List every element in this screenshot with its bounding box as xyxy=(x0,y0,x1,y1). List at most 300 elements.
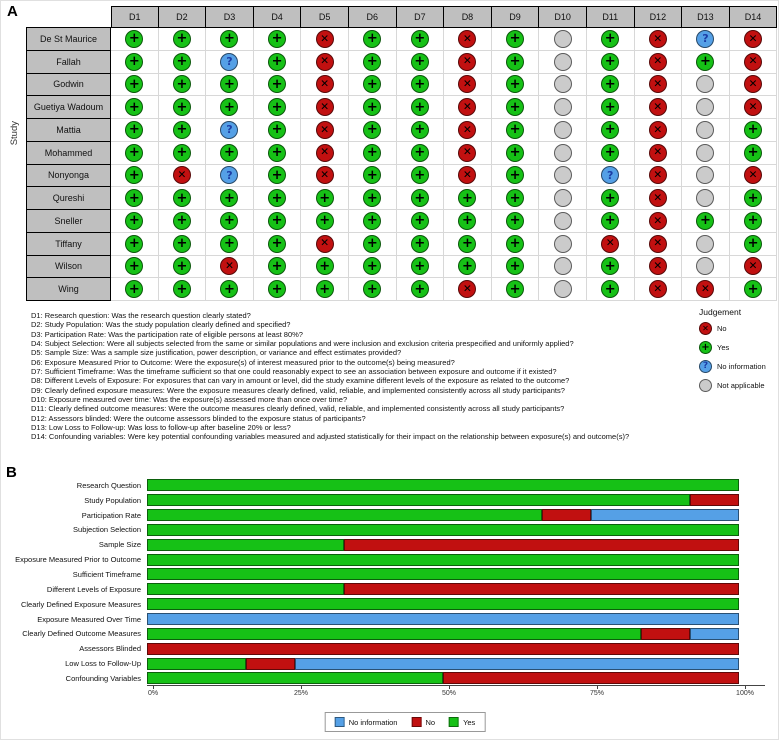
judgement-symbol: ✕ xyxy=(653,214,663,227)
judgement-legend-item xyxy=(699,360,766,373)
judgement-cell xyxy=(300,28,349,51)
judgement-cell xyxy=(538,186,587,210)
bar-category-label: Different Levels of Exposure xyxy=(46,584,141,594)
judgement-cell xyxy=(538,232,587,256)
judgement-cell xyxy=(491,209,540,233)
judgement-cell xyxy=(396,95,445,119)
judgement-symbol: ✕ xyxy=(320,100,330,113)
judgement-n-icon xyxy=(458,53,476,71)
judgement-y-icon xyxy=(411,30,429,48)
judgement-symbol: + xyxy=(271,31,283,47)
judgement-cell xyxy=(729,141,778,165)
judgement-cell xyxy=(681,50,730,74)
bar-row xyxy=(1,523,779,538)
judgement-na-icon xyxy=(696,235,714,253)
judgement-y-icon xyxy=(173,30,191,48)
column-header: D6 xyxy=(348,6,397,28)
stacked-bar xyxy=(147,628,739,640)
judgement-cell xyxy=(443,141,492,165)
judgement-n-icon xyxy=(316,75,334,93)
judgement-symbol: ✕ xyxy=(320,55,330,68)
judgement-cell xyxy=(348,232,397,256)
judgement-legend-label: Yes xyxy=(717,343,730,352)
judgement-cell xyxy=(681,232,730,256)
judgement-symbol: ✕ xyxy=(463,282,472,295)
column-header: D1 xyxy=(111,6,159,28)
judgement-symbol: ✕ xyxy=(748,55,758,68)
judgement-symbol: + xyxy=(414,54,426,70)
judgement-na-icon xyxy=(554,280,572,298)
judgement-cell xyxy=(300,186,349,210)
judgement-n-icon xyxy=(649,235,667,253)
judgement-symbol: ? xyxy=(226,168,233,182)
judgement-n-icon xyxy=(649,98,667,116)
judgement-symbol: + xyxy=(366,213,378,229)
judgement-cell xyxy=(729,186,778,210)
judgement-cell xyxy=(253,277,302,301)
bar-row xyxy=(1,508,779,523)
judgement-y-icon xyxy=(125,144,143,162)
judgement-cell xyxy=(634,164,683,188)
bar-segment-no xyxy=(641,628,690,640)
judgement-n-icon xyxy=(744,166,762,184)
judgement-cell xyxy=(396,118,445,142)
judgement-legend xyxy=(699,307,766,398)
bar-category-label: Sufficient Timeframe xyxy=(72,569,141,579)
judgement-cell xyxy=(396,186,445,210)
judgement-symbol: + xyxy=(271,54,283,70)
judgement-cell xyxy=(586,141,635,165)
judgement-symbol: ✕ xyxy=(653,123,663,136)
judgement-cell xyxy=(491,277,540,301)
column-header: D13 xyxy=(681,6,730,28)
study-label: Tiffany xyxy=(26,232,111,256)
judgement-symbol: + xyxy=(224,281,235,297)
judgement-symbol: ✕ xyxy=(653,237,663,250)
axis-tick xyxy=(597,686,598,689)
axis-tick-label: 0% xyxy=(147,690,159,697)
judgement-symbol: + xyxy=(224,31,235,47)
judgement-n-icon xyxy=(458,280,476,298)
bar-category-label: Participation Rate xyxy=(81,510,141,520)
judgement-symbol: ✕ xyxy=(177,169,187,182)
judgement-n-icon xyxy=(699,322,712,335)
judgement-symbol: ✕ xyxy=(605,237,615,250)
footnote-line: D8: Different Levels of Exposure: For exposures that can vary in amount or level, did the study examine different levels of the exposure as related to the outcome? xyxy=(31,376,570,386)
judgement-na-icon xyxy=(554,166,572,184)
judgement-symbol: ✕ xyxy=(463,100,472,113)
judgement-na-icon xyxy=(696,166,714,184)
judgement-n-icon xyxy=(458,75,476,93)
judgement-y-icon xyxy=(601,30,619,48)
judgement-y-icon xyxy=(363,53,381,71)
judgement-y-icon xyxy=(363,30,381,48)
judgement-symbol: + xyxy=(604,99,616,115)
footnote-line: D3: Participation Rate: Was the participation rate of eligible persons at least 80%? xyxy=(31,329,303,339)
judgement-na-icon xyxy=(554,98,572,116)
judgement-y-icon xyxy=(601,98,619,116)
judgement-symbol: + xyxy=(462,236,473,252)
stacked-bar xyxy=(147,598,739,610)
judgement-cell xyxy=(586,277,635,301)
judgement-symbol: + xyxy=(747,236,759,252)
judgement-cell xyxy=(300,95,349,119)
judgement-cell xyxy=(586,95,635,119)
judgement-symbol: + xyxy=(747,122,759,138)
judgement-symbol: ✕ xyxy=(320,32,330,45)
stacked-bar xyxy=(147,658,739,670)
judgement-legend-item xyxy=(699,341,766,354)
judgement-cell xyxy=(396,277,445,301)
judgement-symbol: + xyxy=(509,54,521,70)
bar-chart-legend xyxy=(325,712,486,732)
judgement-y-icon xyxy=(363,121,381,139)
judgement-symbol: ✕ xyxy=(701,282,710,295)
bar-legend-swatch xyxy=(411,717,421,727)
column-header: D12 xyxy=(634,6,683,28)
bar-row xyxy=(1,671,779,686)
judgement-cell xyxy=(491,164,540,188)
judgement-y-icon xyxy=(699,341,712,354)
bar-segment-no-information xyxy=(591,509,739,521)
judgement-y-icon xyxy=(411,189,429,207)
judgement-cell xyxy=(348,277,397,301)
bar-row xyxy=(1,597,779,612)
judgement-y-icon xyxy=(125,280,143,298)
bar-segment-yes xyxy=(147,479,739,491)
judgement-cell xyxy=(158,277,207,301)
judgement-y-icon xyxy=(173,144,191,162)
judgement-symbol: + xyxy=(509,258,521,274)
judgement-symbol: + xyxy=(509,31,521,47)
judgement-symbol: + xyxy=(747,213,759,229)
judgement-cell xyxy=(681,118,730,142)
judgement-cell xyxy=(634,255,683,279)
judgement-cell xyxy=(300,141,349,165)
judgement-na-icon xyxy=(554,30,572,48)
judgement-symbol: ? xyxy=(702,32,709,46)
study-label: Fallah xyxy=(26,50,111,74)
judgement-ni-icon xyxy=(601,166,619,184)
judgement-y-icon xyxy=(220,144,238,162)
bar-category-label: Low Loss to Follow-Up xyxy=(65,659,141,669)
judgement-symbol: + xyxy=(509,145,521,161)
judgement-cell xyxy=(681,141,730,165)
judgement-symbol: + xyxy=(128,281,140,297)
judgement-y-icon xyxy=(125,235,143,253)
judgement-cell xyxy=(253,186,302,210)
judgement-y-icon xyxy=(316,257,334,275)
bar-category-label: Clearly Defined Outcome Measures xyxy=(22,629,141,639)
bar-row xyxy=(1,478,779,493)
judgement-y-icon xyxy=(363,257,381,275)
judgement-symbol: + xyxy=(176,281,188,297)
judgement-na-icon xyxy=(554,257,572,275)
judgement-symbol: ✕ xyxy=(702,323,709,333)
axis-tick xyxy=(301,686,302,689)
judgement-cell xyxy=(634,28,683,51)
judgement-symbol: + xyxy=(699,54,711,70)
judgement-cell xyxy=(158,186,207,210)
judgement-symbol: + xyxy=(366,122,378,138)
judgement-cell xyxy=(443,277,492,301)
bar-row xyxy=(1,626,779,641)
judgement-symbol: ? xyxy=(607,168,614,182)
judgement-cell xyxy=(348,209,397,233)
judgement-cell xyxy=(634,186,683,210)
judgement-y-icon xyxy=(220,280,238,298)
stacked-bar xyxy=(147,583,739,595)
judgement-cell xyxy=(681,164,730,188)
judgement-y-icon xyxy=(601,212,619,230)
judgement-y-icon xyxy=(363,98,381,116)
bar-segment-yes xyxy=(147,583,344,595)
judgement-y-icon xyxy=(363,189,381,207)
judgement-y-icon xyxy=(458,235,476,253)
judgement-symbol: + xyxy=(176,122,188,138)
judgement-cell xyxy=(111,164,159,188)
study-label: Mattia xyxy=(26,118,111,142)
judgement-cell xyxy=(681,277,730,301)
judgement-ni-icon xyxy=(220,166,238,184)
judgement-symbol: + xyxy=(509,213,521,229)
judgement-na-icon xyxy=(554,235,572,253)
stacked-bar xyxy=(147,509,739,521)
bar-segment-no xyxy=(344,583,739,595)
judgement-symbol: + xyxy=(176,31,188,47)
judgement-y-icon xyxy=(744,144,762,162)
judgement-symbol: ✕ xyxy=(653,78,663,91)
study-label: Nonyonga xyxy=(26,164,111,188)
judgement-y-icon xyxy=(363,280,381,298)
judgement-y-icon xyxy=(601,53,619,71)
judgement-symbol: + xyxy=(509,281,521,297)
judgement-symbol: ✕ xyxy=(463,78,472,91)
panel-a-label: A xyxy=(7,3,18,20)
judgement-y-icon xyxy=(506,98,524,116)
judgement-cell xyxy=(586,209,635,233)
judgement-symbol: + xyxy=(366,167,378,183)
judgement-symbol: + xyxy=(366,99,378,115)
study-axis-label: Study xyxy=(9,121,20,146)
bar-legend-label: No information xyxy=(348,717,398,727)
judgement-cell xyxy=(443,118,492,142)
judgement-symbol: + xyxy=(224,145,235,161)
judgement-n-icon xyxy=(316,121,334,139)
judgement-ni-icon xyxy=(699,360,712,373)
judgement-symbol: + xyxy=(462,190,473,206)
judgement-y-icon xyxy=(173,98,191,116)
judgement-symbol: ✕ xyxy=(463,55,472,68)
judgement-symbol: + xyxy=(176,190,188,206)
judgement-na-icon xyxy=(554,75,572,93)
judgement-cell xyxy=(538,50,587,74)
judgement-cell xyxy=(300,164,349,188)
judgement-cell xyxy=(111,209,159,233)
judgement-symbol: + xyxy=(604,122,616,138)
judgement-cell xyxy=(158,95,207,119)
judgement-na-icon xyxy=(554,189,572,207)
judgement-cell xyxy=(491,186,540,210)
judgement-ni-icon xyxy=(220,53,238,71)
judgement-n-icon xyxy=(649,75,667,93)
judgement-cell xyxy=(729,255,778,279)
judgement-y-icon xyxy=(506,280,524,298)
column-header: D4 xyxy=(253,6,302,28)
judgement-symbol: + xyxy=(176,99,188,115)
judgement-cell xyxy=(253,141,302,165)
judgement-n-icon xyxy=(316,98,334,116)
judgement-cell xyxy=(729,95,778,119)
judgement-symbol: ✕ xyxy=(653,282,663,295)
judgement-symbol: ? xyxy=(226,55,233,69)
judgement-cell xyxy=(538,118,587,142)
judgement-symbol: + xyxy=(224,99,235,115)
judgement-n-icon xyxy=(458,121,476,139)
judgement-cell xyxy=(348,28,397,51)
judgement-y-icon xyxy=(173,121,191,139)
footnote-line: D11: Clearly defined outcome measures: Were the outcome measures clearly defined, valid, reliable, and implemented consistently across all study participants? xyxy=(31,404,565,414)
judgement-symbol: + xyxy=(366,31,378,47)
judgement-y-icon xyxy=(173,280,191,298)
judgement-symbol: + xyxy=(271,76,283,92)
judgement-y-icon xyxy=(220,212,238,230)
judgement-y-icon xyxy=(601,144,619,162)
judgement-cell xyxy=(729,73,778,97)
judgement-na-icon xyxy=(696,98,714,116)
judgement-y-icon xyxy=(411,166,429,184)
study-label: Mohammed xyxy=(26,141,111,165)
judgement-cell xyxy=(205,232,254,256)
judgement-cell xyxy=(634,73,683,97)
judgement-cell xyxy=(443,209,492,233)
judgement-symbol: ✕ xyxy=(320,146,330,159)
judgement-y-icon xyxy=(601,189,619,207)
judgement-symbol: + xyxy=(509,76,521,92)
stacked-bar xyxy=(147,524,739,536)
judgement-y-icon xyxy=(458,257,476,275)
column-header: D7 xyxy=(396,6,445,28)
judgement-cell xyxy=(538,277,587,301)
judgement-cell xyxy=(586,73,635,97)
judgement-symbol: + xyxy=(747,190,759,206)
judgement-y-icon xyxy=(125,75,143,93)
judgement-symbol: ✕ xyxy=(463,146,472,159)
judgement-cell xyxy=(253,118,302,142)
judgement-y-icon xyxy=(220,235,238,253)
judgement-y-icon xyxy=(316,280,334,298)
judgement-symbol: + xyxy=(414,76,426,92)
bar-segment-no-information xyxy=(295,658,739,670)
judgement-y-icon xyxy=(506,30,524,48)
judgement-symbol: + xyxy=(604,190,616,206)
bar-segment-no xyxy=(246,658,295,670)
judgement-cell xyxy=(253,255,302,279)
judgement-y-icon xyxy=(506,257,524,275)
judgement-y-icon xyxy=(506,121,524,139)
judgement-cell xyxy=(253,50,302,74)
judgement-cell xyxy=(348,118,397,142)
judgement-y-icon xyxy=(173,75,191,93)
judgement-symbol: + xyxy=(319,281,331,297)
judgement-y-icon xyxy=(220,98,238,116)
judgement-cell xyxy=(396,164,445,188)
judgement-cell xyxy=(111,118,159,142)
percent-axis xyxy=(147,685,765,697)
bar-category-label: Assessors Blinded xyxy=(79,644,141,654)
judgement-cell xyxy=(586,255,635,279)
judgement-symbol: + xyxy=(701,341,710,353)
judgement-symbol: + xyxy=(176,213,188,229)
judgement-symbol: + xyxy=(271,281,283,297)
judgement-legend-title: Judgement xyxy=(699,307,742,317)
judgement-n-icon xyxy=(649,280,667,298)
judgement-symbol: + xyxy=(271,236,283,252)
judgement-y-icon xyxy=(268,280,286,298)
judgement-cell xyxy=(396,73,445,97)
bar-legend-item xyxy=(335,717,398,727)
judgement-cell xyxy=(253,95,302,119)
judgement-cell xyxy=(491,141,540,165)
judgement-cell xyxy=(729,28,778,51)
judgement-y-icon xyxy=(173,212,191,230)
judgement-cell xyxy=(443,95,492,119)
judgement-y-icon xyxy=(506,212,524,230)
judgement-y-icon xyxy=(411,280,429,298)
axis-tick-label: 25% xyxy=(293,690,309,697)
judgement-symbol: + xyxy=(271,99,283,115)
judgement-cell xyxy=(348,50,397,74)
judgement-cell xyxy=(111,277,159,301)
judgement-y-icon xyxy=(316,189,334,207)
judgement-symbol: + xyxy=(271,122,283,138)
judgement-symbol: + xyxy=(414,213,426,229)
judgement-symbol: + xyxy=(224,190,235,206)
judgement-symbol: + xyxy=(128,167,140,183)
bar-segment-yes xyxy=(147,554,739,566)
bar-row xyxy=(1,582,779,597)
judgement-n-icon xyxy=(458,30,476,48)
judgement-y-icon xyxy=(506,166,524,184)
footnote-line: D2: Study Population: Was the study population clearly defined and specified? xyxy=(31,320,291,330)
judgement-y-icon xyxy=(125,53,143,71)
judgement-symbol: ✕ xyxy=(320,78,330,91)
judgement-y-icon xyxy=(268,144,286,162)
judgement-cell xyxy=(348,73,397,97)
judgement-cell xyxy=(300,232,349,256)
judgement-cell xyxy=(586,50,635,74)
judgement-y-icon xyxy=(506,189,524,207)
judgement-y-icon xyxy=(458,189,476,207)
judgement-cell xyxy=(205,28,254,51)
judgement-symbol: + xyxy=(414,99,426,115)
judgement-symbol: + xyxy=(176,236,188,252)
column-header: D14 xyxy=(729,6,778,28)
judgement-symbol: ✕ xyxy=(653,32,663,45)
judgement-symbol: ✕ xyxy=(653,100,663,113)
judgement-symbol: + xyxy=(604,54,616,70)
judgement-cell xyxy=(205,255,254,279)
judgement-cell xyxy=(729,118,778,142)
judgement-symbol: + xyxy=(699,213,711,229)
judgement-y-icon xyxy=(744,189,762,207)
judgement-symbol: + xyxy=(319,213,331,229)
judgement-symbol: + xyxy=(366,190,378,206)
judgement-cell xyxy=(253,28,302,51)
judgement-y-icon xyxy=(506,235,524,253)
bar-row xyxy=(1,567,779,582)
judgement-ni-icon xyxy=(696,30,714,48)
